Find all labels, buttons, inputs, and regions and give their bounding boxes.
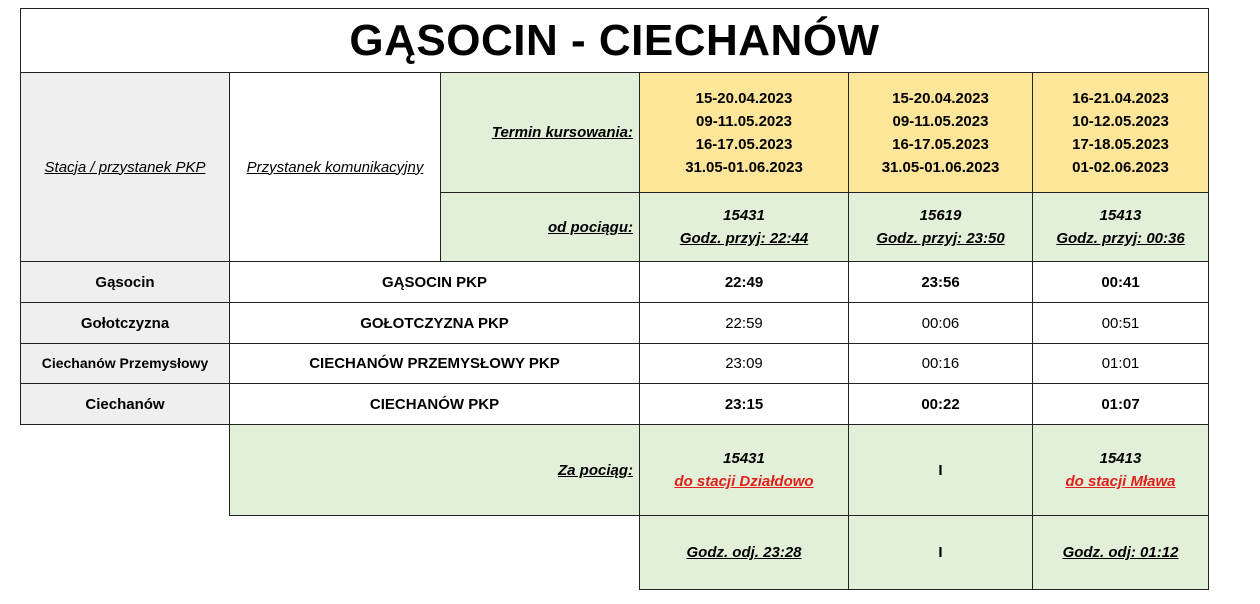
dates-col-2: 15-20.04.2023 09-11.05.2023 16-17.05.2023 31.05-01.06.2023 (848, 72, 1033, 193)
time-r1-c2: 23:56 (848, 261, 1033, 303)
time-r4-c1: 23:15 (639, 383, 849, 425)
station-golotczyzna: Gołotczyzna (20, 302, 230, 344)
od-pociagu-label: od pociągu: (440, 192, 640, 262)
station-ciechanow: Ciechanów (20, 383, 230, 425)
time-r3-c3: 01:01 (1032, 343, 1209, 384)
stop-ciechanow-przemyslowy: CIECHANÓW PRZEMYSŁOWY PKP (229, 343, 640, 384)
za-pociag-label: Za pociąg: (229, 424, 640, 516)
page-title: GĄSOCIN - CIECHANÓW (20, 8, 1209, 73)
departure-col-2: I (848, 515, 1033, 590)
from-train-col-3: 15413 Godz. przyj: 00:36 (1032, 192, 1209, 262)
dates-col-3: 16-21.04.2023 10-12.05.2023 17-18.05.2023 01-02.06.2023 (1032, 72, 1209, 193)
time-r2-c3: 00:51 (1032, 302, 1209, 344)
stop-gasocin: GĄSOCIN PKP (229, 261, 640, 303)
stop-column-header: Przystanek komunikacyjny (229, 72, 441, 262)
from-train-col-1: 15431 Godz. przyj: 22:44 (639, 192, 849, 262)
time-r3-c1: 23:09 (639, 343, 849, 384)
to-train-col-1: 15431 do stacji Działdowo (639, 424, 849, 516)
time-r2-c2: 00:06 (848, 302, 1033, 344)
stop-ciechanow: CIECHANÓW PKP (229, 383, 640, 425)
time-r3-c2: 00:16 (848, 343, 1033, 384)
time-r4-c2: 00:22 (848, 383, 1033, 425)
station-column-header: Stacja / przystanek PKP (20, 72, 230, 262)
from-train-col-2: 15619 Godz. przyj: 23:50 (848, 192, 1033, 262)
to-train-col-2: I (848, 424, 1033, 516)
time-r4-c3: 01:07 (1032, 383, 1209, 425)
time-r1-c1: 22:49 (639, 261, 849, 303)
time-r1-c3: 00:41 (1032, 261, 1209, 303)
departure-col-1: Godz. odj. 23:28 (639, 515, 849, 590)
dates-col-1: 15-20.04.2023 09-11.05.2023 16-17.05.2023 31.05-01.06.2023 (639, 72, 849, 193)
departure-col-3: Godz. odj: 01:12 (1032, 515, 1209, 590)
to-train-col-3: 15413 do stacji Mława (1032, 424, 1209, 516)
time-r2-c1: 22:59 (639, 302, 849, 344)
termin-label: Termin kursowania: (440, 72, 640, 193)
stop-golotczyzna: GOŁOTCZYZNA PKP (229, 302, 640, 344)
station-gasocin: Gąsocin (20, 261, 230, 303)
station-ciechanow-przemyslowy: Ciechanów Przemysłowy (20, 343, 230, 384)
